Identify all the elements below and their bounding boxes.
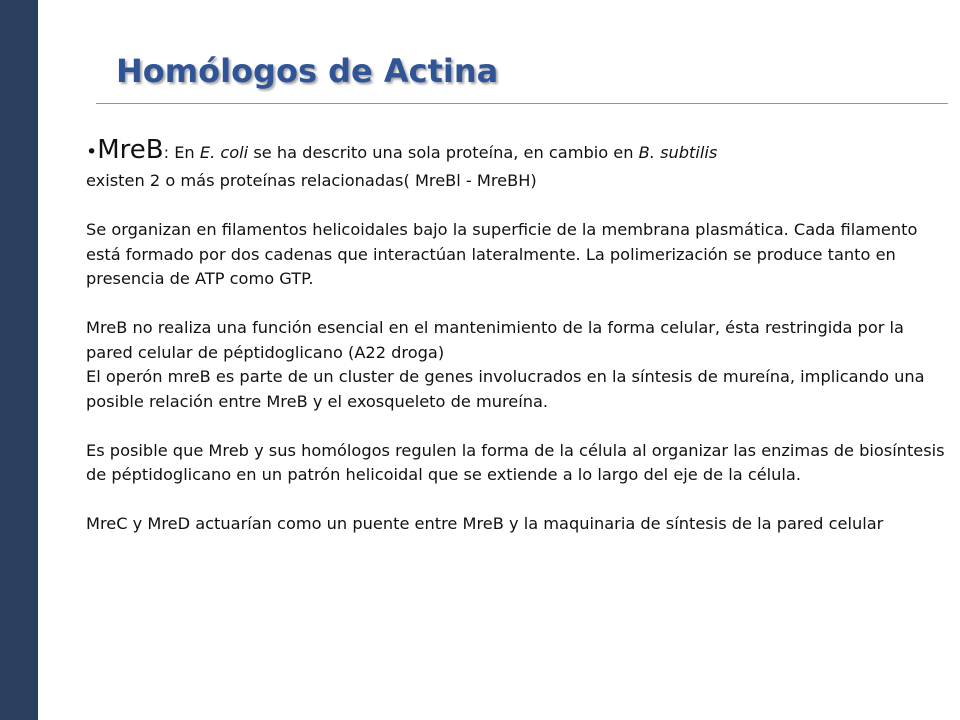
paragraph-homologs: Es posible que Mreb y sus homólogos regulen la forma de la célula al organizar las enzimas de biosíntesis de péptidoglicano en un patrón helicoidal que se extiende a lo largo del eje de la célula. xyxy=(86,440,945,484)
paragraph-filaments: Se organizan en filamentos helicoidales bajo la superficie de la membrana plasmática. Cada filamento está formado por dos cadenas que interactúan lateralmente. La polimerización se produce tanto en presencia de ATP como GTP. xyxy=(86,220,918,288)
paragraph-mrec-mred: MreC y MreD actuarían como un puente entre MreB y la maquinaria de síntesis de la pared celular xyxy=(86,514,884,533)
paragraph-operon: El operón mreB es parte de un cluster de genes involucrados en la síntesis de mureína, implicando una posible relación entre MreB y el exosqueleto de mureína. xyxy=(86,367,925,411)
bullet-item xyxy=(86,134,946,169)
intro-line-2: existen 2 o más proteínas relacionadas( MreBl - MreBH) xyxy=(86,171,537,190)
slide-body xyxy=(86,134,946,537)
intro-text-b: se ha descrito una sola proteína, en cambio en xyxy=(248,143,639,162)
sidebar-bar xyxy=(0,0,38,720)
intro-text-a: : En xyxy=(163,143,200,162)
title-divider xyxy=(96,103,948,104)
bullet-marker: • xyxy=(86,141,98,163)
slide-title: Homólogos de Actina xyxy=(116,52,499,90)
species-bsubtilis: B. subtilis xyxy=(638,143,718,162)
bullet-term: MreB xyxy=(97,135,164,165)
paragraph-cell-shape: MreB no realiza una función esencial en el mantenimiento de la forma celular, ésta restringida por la pared celular de péptidoglicano (A22 droga) xyxy=(86,318,904,362)
species-ecoli: E. coli xyxy=(199,143,249,162)
